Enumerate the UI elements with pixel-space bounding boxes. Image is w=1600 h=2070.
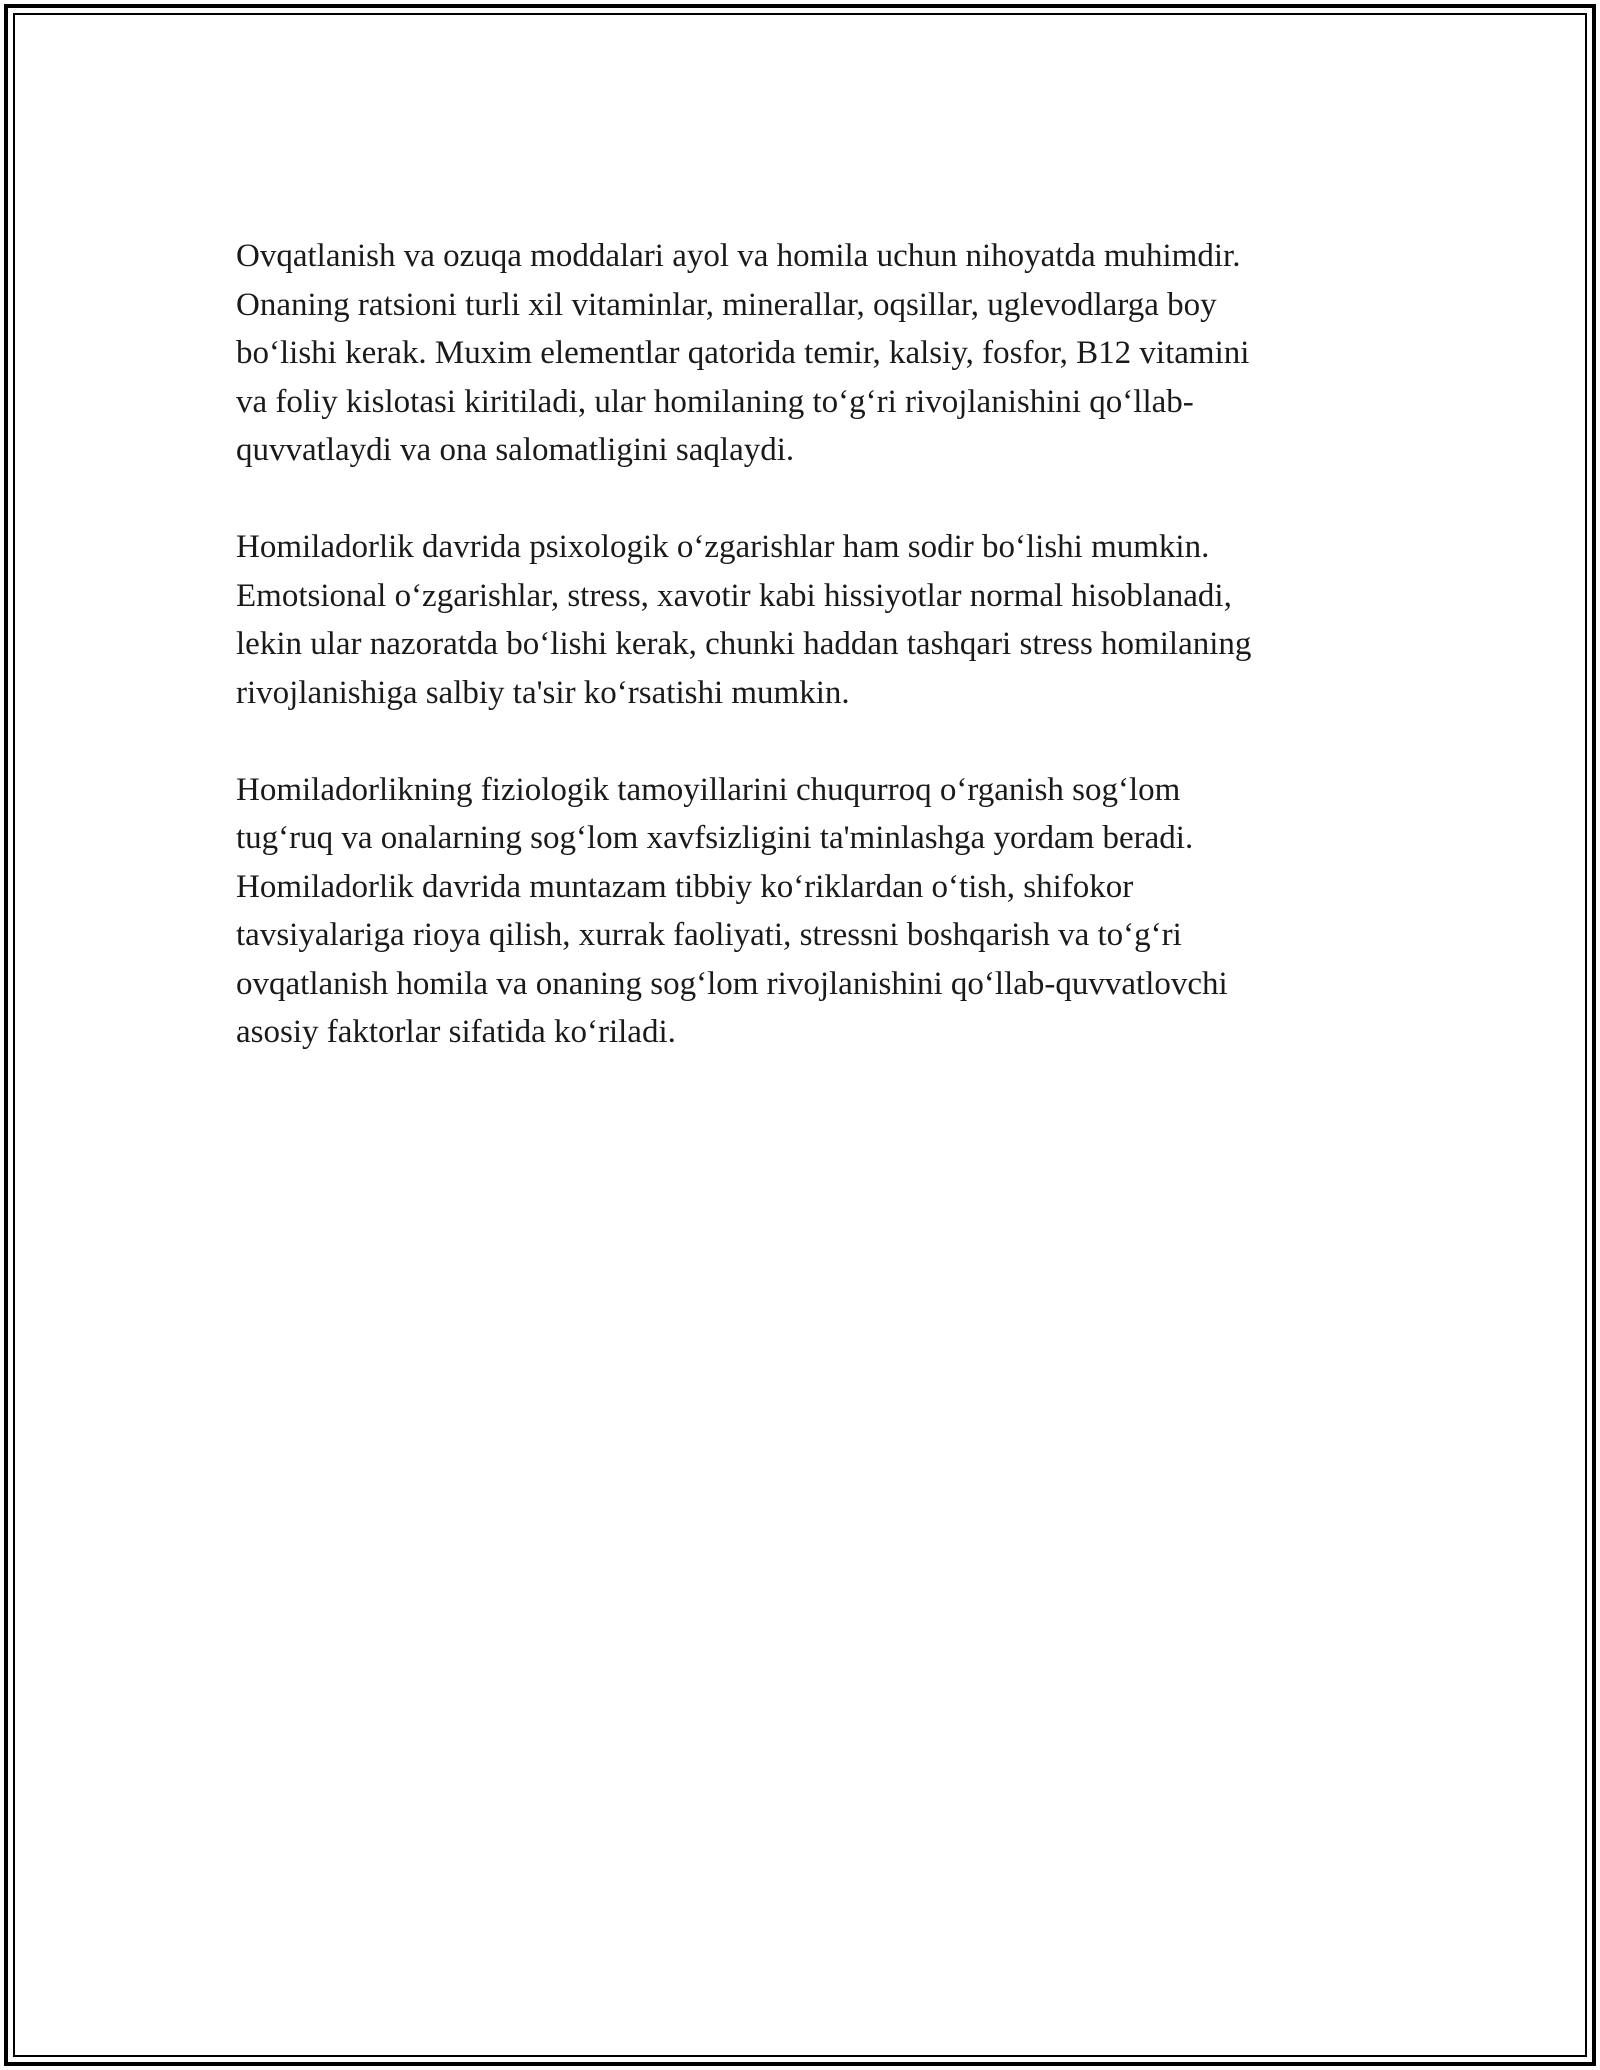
text-line: Ovqatlanish va ozuqa moddalari ayol va homila uchun nihoyatda muhimdir. <box>236 238 1241 274</box>
text-line: ovqatlanish homila va onaning sog‘lom rivojlanishini qo‘llab-quvvatlovchi <box>236 965 1228 1002</box>
text-line: lekin ular nazoratda bo‘lishi kerak, chunki haddan tashqari stress homilaning <box>236 626 1252 662</box>
text-line: Emotsional o‘zgarishlar, stress, xavotir kabi hissiyotlar normal hisoblanadi, <box>236 577 1232 614</box>
text-line: tug‘ruq va onalarning sog‘lom xavfsizligini ta'minlashga yordam beradi. <box>236 820 1194 856</box>
text-line: Homiladorlik davrida muntazam tibbiy ko‘riklardan o‘tish, shifokor <box>236 868 1134 905</box>
paragraph-physiology <box>236 766 1396 1057</box>
text-line: rivojlanishiga salbiy ta'sir ko‘rsatishi mumkin. <box>236 674 850 711</box>
text-line: Onaning ratsioni turli xil vitaminlar, minerallar, oqsillar, uglevodlarga boy <box>236 286 1217 323</box>
text-line: tavsiyalariga rioya qilish, xurrak faoliyati, stressni boshqarish va to‘g‘ri <box>236 917 1182 953</box>
text-line: va foliy kislotasi kiritiladi, ular homilaning to‘g‘ri rivojlanishini qo‘llab- <box>236 383 1194 420</box>
document-body <box>236 232 1396 1105</box>
text-line: asosiy faktorlar sifatida ko‘riladi. <box>236 1014 676 1050</box>
paragraph-psychology <box>236 523 1396 717</box>
text-line: Homiladorlikning fiziologik tamoyillarini chuqurroq o‘rganish sog‘lom <box>236 771 1181 808</box>
paragraph-nutrition <box>236 232 1396 475</box>
text-line: Homiladorlik davrida psixologik o‘zgarishlar ham sodir bo‘lishi mumkin. <box>236 529 1210 565</box>
text-line: bo‘lishi kerak. Muxim elementlar qatorida temir, kalsiy, fosfor, B12 vitamini <box>236 335 1250 371</box>
text-line: quvvatlaydi va ona salomatligini saqlaydi. <box>236 432 795 468</box>
